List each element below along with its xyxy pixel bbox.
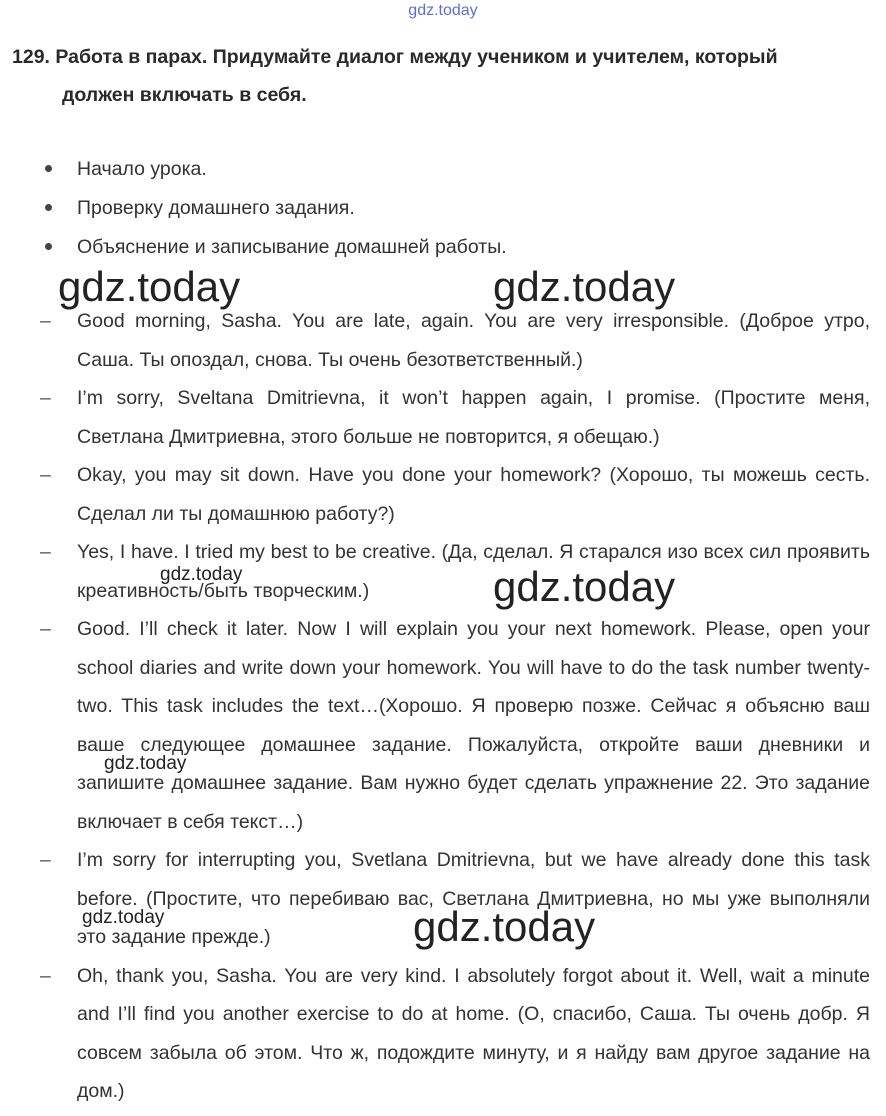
dialog-list <box>40 302 870 1111</box>
list-item: Объяснение и записывание домашней работы. <box>40 228 870 267</box>
dialog-line: – Good. I’ll check it later. Now I will explain you your next homework. Please, open your school diaries and write down your homework. You will have to do the task number twenty-two. This task includes the text…(Хорошо. Я проверю позже. Сейчас я объясню ваш ваше следующее домашнее задание. Пожалуйста, откройте ваши дневники и запишите домашнее задание. Вам нужно будет сделать упражнение 22. Это задание включает в себя текст…) <box>40 610 870 841</box>
dash-marker: – <box>40 541 51 563</box>
task-heading <box>12 38 874 114</box>
dialog-line: – Yes, I have. I tried my best to be creative. (Да, сделал. Я старался изо всех сил проявить креативность/быть творческим.) <box>40 533 870 610</box>
requirements-list <box>40 150 870 267</box>
dash-marker: – <box>40 464 51 486</box>
watermark-small: gdz.today <box>160 564 243 585</box>
dialog-line: – I’m sorry, Sveltana Dmitrievna, it won’t happen again, I promise. (Простите меня, Светлана Дмитриевна, этого больше не повторится, я обещаю.) <box>40 379 870 456</box>
list-item: Начало урока. <box>40 150 870 189</box>
bullet-icon <box>45 243 52 250</box>
dash-marker: – <box>40 387 51 409</box>
watermark-small: gdz.today <box>104 753 187 774</box>
watermark-large: gdz.today <box>58 263 241 310</box>
watermark-large: gdz.today <box>493 263 676 310</box>
dash-marker: – <box>40 964 51 987</box>
list-item: Проверку домашнего задания. <box>40 189 870 228</box>
bullet-icon <box>45 165 52 172</box>
dash-marker: – <box>40 849 51 871</box>
dash-marker: – <box>40 618 51 640</box>
dialog-line: – I’m sorry for interrupting you, Svetlana Dmitrievna, but we have already done this task before. (Простите, что перебиваю вас, Светлана Дмитриевна, но мы уже выполняли это задание прежде.) <box>40 841 870 957</box>
watermark-small: gdz.today <box>82 907 165 928</box>
task-number: 129. <box>12 46 50 68</box>
task-title-line1: Работа в парах. Придумайте диалог между учеником и учителем, который <box>55 46 778 68</box>
dialog-line: – Good morning, Sasha. You are late, again. You are very irresponsible. (Доброе утро, Саша. Ты опоздал, снова. Ты очень безответственный.) <box>40 302 870 379</box>
dash-marker: – <box>40 310 51 332</box>
task-title-line2: должен включать в себя. <box>62 84 307 106</box>
dialog-line: – Okay, you may sit down. Have you done your homework? (Хорошо, ты можешь сесть. Сделал ли ты домашнюю работу?) <box>40 456 870 533</box>
bullet-icon <box>45 204 52 211</box>
watermark-header: gdz.today <box>408 2 478 19</box>
watermark-large: gdz.today <box>413 903 596 950</box>
dialog-line: – Oh, thank you, Sasha. You are very kind. I absolutely forgot about it. Well, wait a minute and I’ll find you another exercise to do at home. (О, спасибо, Саша. Ты очень добр. Я совсем забыла об этом. Что ж, подождите минуту, и я найду вам другое задание на дом.) <box>40 957 870 1111</box>
watermark-large: gdz.today <box>493 563 676 610</box>
